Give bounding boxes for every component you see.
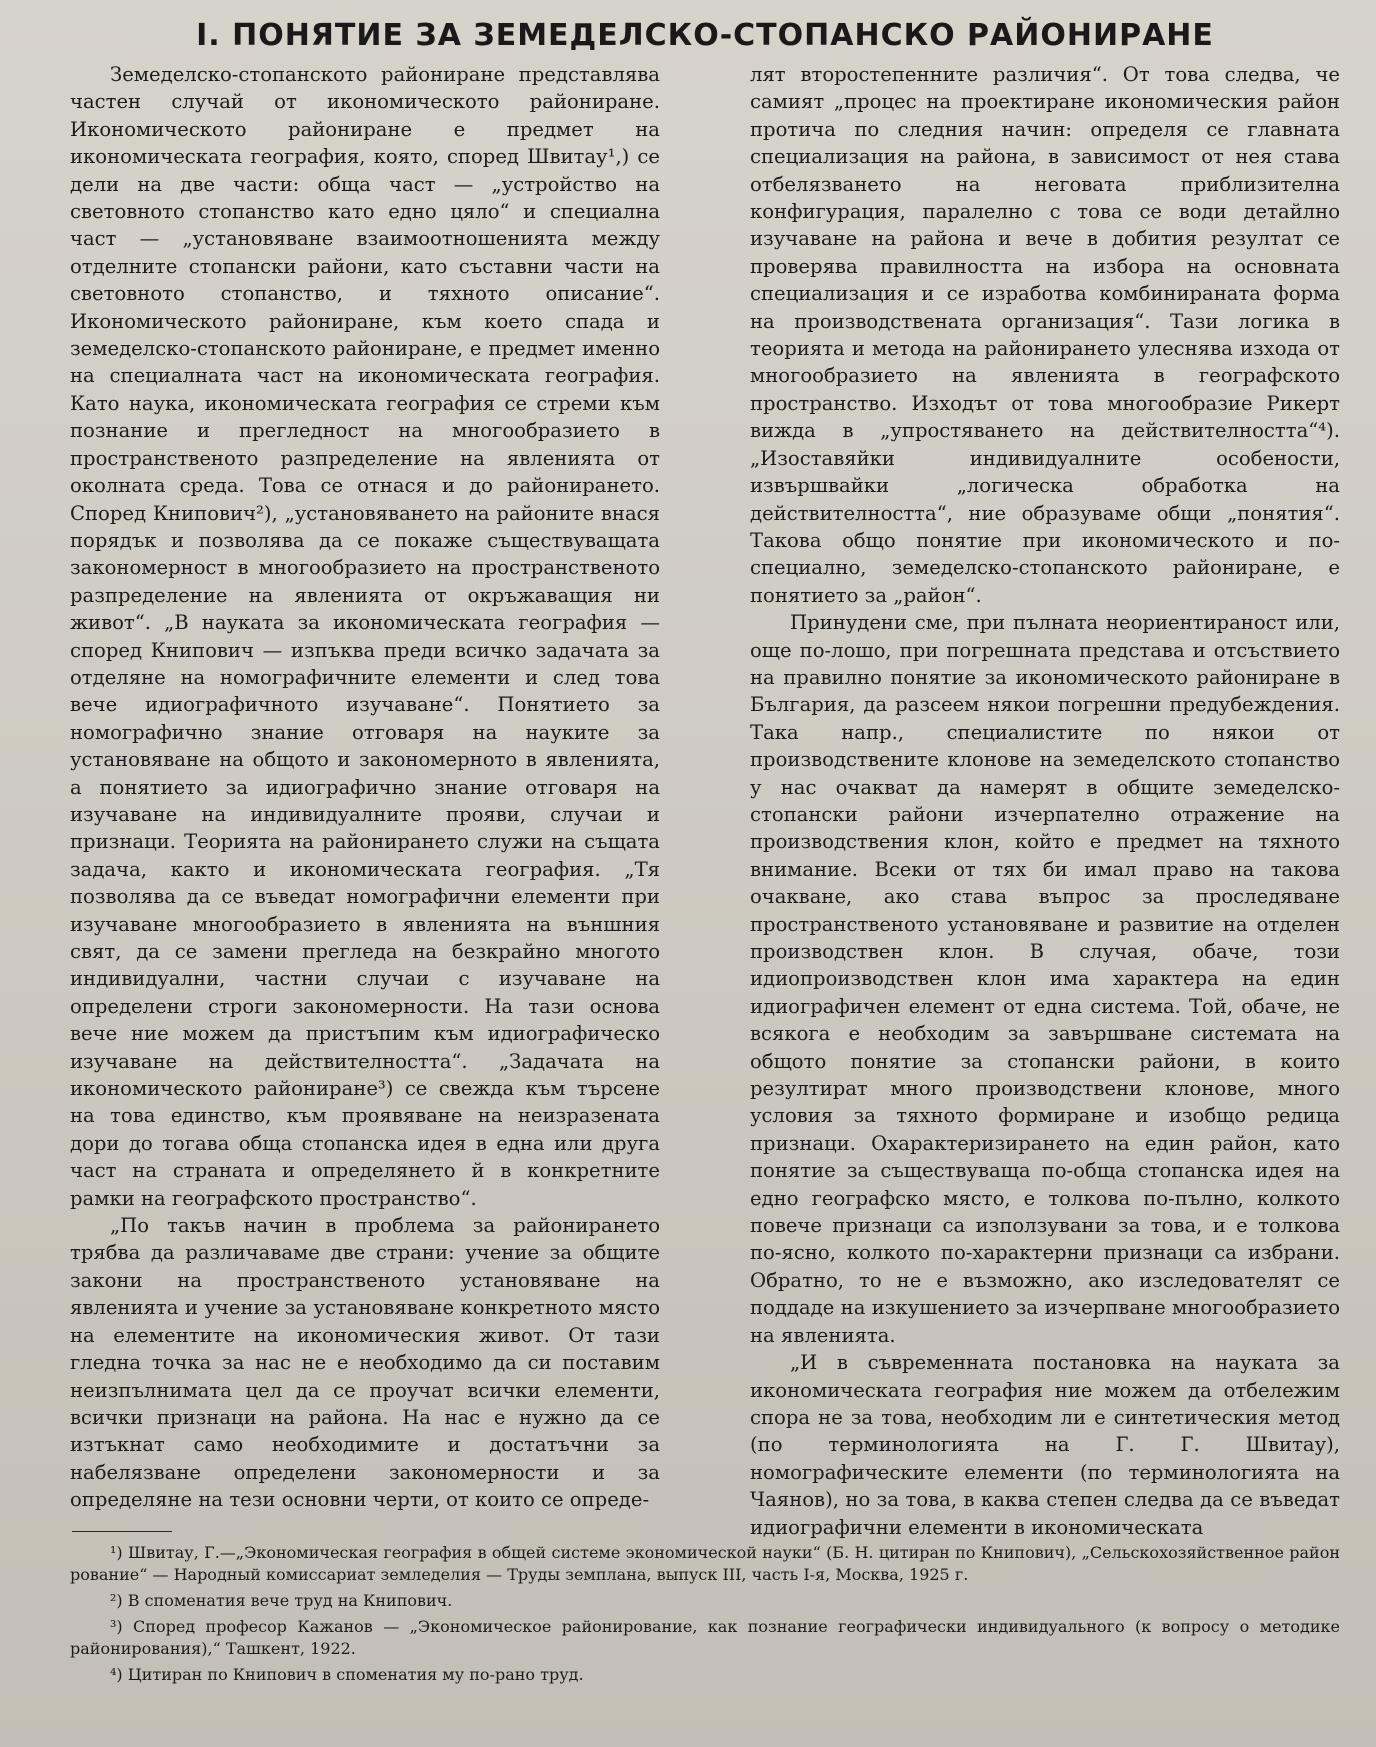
footnotes	[70, 1531, 1340, 1686]
paragraph: лят второстепенните различия“. От това следва, че самият „процес на проектиране икономическия район протича по следния начин: определя се главната специализация на района, в зависимост от нея става отбелязването на неговата приблизителна конфигурация, паралелно с това се води детайлно изучаване на района и вече в добития резултат се проверява правилността на избора на основната специализация и се изработва комбинираната форма на производствената организация“. Тази логика в теорията и метода на районирането улеснява изхода от многообразието на явленията в географското пространство. Изходът от това многообразие Рикерт вижда в „упростяването на действителността“⁴). „Изоставяйки индивидуалните особености, извършвайки „логическа обработка на действителността“, ние образуваме общи „понятия“. Такова общо понятие при икономическото и по-специално, земеделско-стопанското райониране, е понятието за „район“.	[750, 63, 1340, 607]
right-column	[750, 61, 1340, 1539]
footnote: ³) Според професор Кажанов — „Экономическое районирование, как познание географически индивидуального (к вопросу о методике районирования),“ Ташкент, 1922.	[70, 1617, 1340, 1658]
left-column	[70, 61, 660, 1512]
footnote: ⁴) Цитиран по Книпович в споменатия му по-рано труд.	[110, 1665, 584, 1684]
paragraph: „И в съвременната постановка на науката за икономическата география ние можем да отбележим спора не за това, необходим ли е синтетическия метод (по терминологията на Г. Г. Швитау), номографическите елементи (по терминологията на Чаянов), но за това, в каква степен следва да се въведат идиографични елементи в икономическата	[750, 1351, 1340, 1539]
footnote-divider	[72, 1531, 172, 1532]
paragraph: Принудени сме, при пълната неориентираност или, още по-лошо, при погрешната представа и отсъствието на правилно понятие за икономическото райониране в България, да разсеем някои погрешни предубеждения. Така напр., специалистите по някои от производствените клонове на земеделското стопанство у нас очакват да намерят в общите земеделско-стопански райони изчерпателно отражение на производствения клон, който е предмет на тяхното внимание. Всеки от тях би имал право на такова очакване, ако става въпрос за проследяване пространственото установяване и развитие на отделен производствен клон. В случая, обаче, този идиопроизводствен клон има характера на един идиографичен елемент от една система. Той, обаче, не всякога е необходим за завършване системата на общото понятие за стопански райони, в които резултират много производствени клонове, много условия за тяхното формиране и изобщо редица признаци. Охарактеризирането на един район, като понятие за съществуваща по-обща стопанска идея на едно географско място, е толкова по-пълно, колкото повече признаци са използувани за това, и е толкова по-ясно, колкото по-характерни признаци са избрани. Обратно, то не е възможно, ако изследователят се поддаде на изкушението за изчерпване многообразието на явленията.	[750, 611, 1340, 1347]
paragraph: Земеделско-стопанското райониране представлява частен случай от икономическото райониране. Икономическото райониране е предмет на икономическата география, която, според Швитау¹,) се дели на две части: обща част — „устройство на световното стопанство като едно цяло“ и специална част — „установяване взаимоотношенията между отделните стопански райони, като съставни части на световното стопанство, и тяхното описание“. Икономическото райониране, към което спада и земеделско-стопанското райониране, е предмет именно на специалната част на икономическата география. Като наука, икономическата география се стреми към познание и прегледност на многообразието в пространственото разпределение на явленията от околната среда. Това се отнася и до районирането. Според Книпович²), „установяването на районите внася порядък и позволява да се покаже съществуващата закономерност в многообразието на пространственото разпределение на явленията от окръжаващия ни живот“. „В науката за икономическата география — според Книпович — изпъква преди всичко задачата за отделяне на номографичните елементи и след това вече идиографичното изучаване“. Понятието за номографично знание отговаря на науките за установяване на общото и закономерното в явленията, а понятието за идиографично знание отговаря на изучаване на индивидуалните прояви, случаи и признаци. Теорията на районирането служи на същата задача, както и икономическата география. „Тя позволява да се въведат номографични елементи при изучаване многообразието в явленията на външния свят, да се замени прегледа на безкрайно многото индивидуални, частни случаи с изучаване на определени строги закономерности. На тази основа вече ние можем да пристъпим към идиографическо изучаване на действителността“. „Задачата на икономическото райониране³) се свежда към търсене на това единство, към проявяване на неизразената дори до тогава обща стопанска идея в една или друга част на страната и определянето й в конкретните рамки на географското пространство“.	[70, 63, 660, 1210]
footnote: ¹) Швитау, Г.—„Экономическая география в общей системе экономической науки“ (Б. Н. цитиран по Книпович), „Сельскохозяйственное район рование“ — Народный комиссариат земледелия — Труды земплана, выпуск III, часть I-я, Москва, 1925 г.	[70, 1543, 1340, 1584]
footnote: ²) В споменатия вече труд на Книпович.	[110, 1591, 453, 1610]
paragraph: „По такъв начин в проблема за районирането трябва да различаваме две страни: учение за общите закони на пространственото установяване на явленията и учение за установяване конкретното място на елементите на икономическия живот. От тази гледна точка за нас не е необходимо да си поставим неизпълнимата цел да се проучат всички елементи, всички признаци на района. На нас е нужно да се изтъкнат само необходимите и достатъчни за набелязване определени закономерности и за определяне на тези основни черти, от които се опреде-	[70, 1214, 660, 1512]
chapter-title: I. ПОНЯТИЕ ЗА ЗЕМЕДЕЛСКО-СТОПАНСКО РАЙОНИРАНЕ	[196, 18, 1214, 53]
text-columns	[70, 61, 1340, 1539]
